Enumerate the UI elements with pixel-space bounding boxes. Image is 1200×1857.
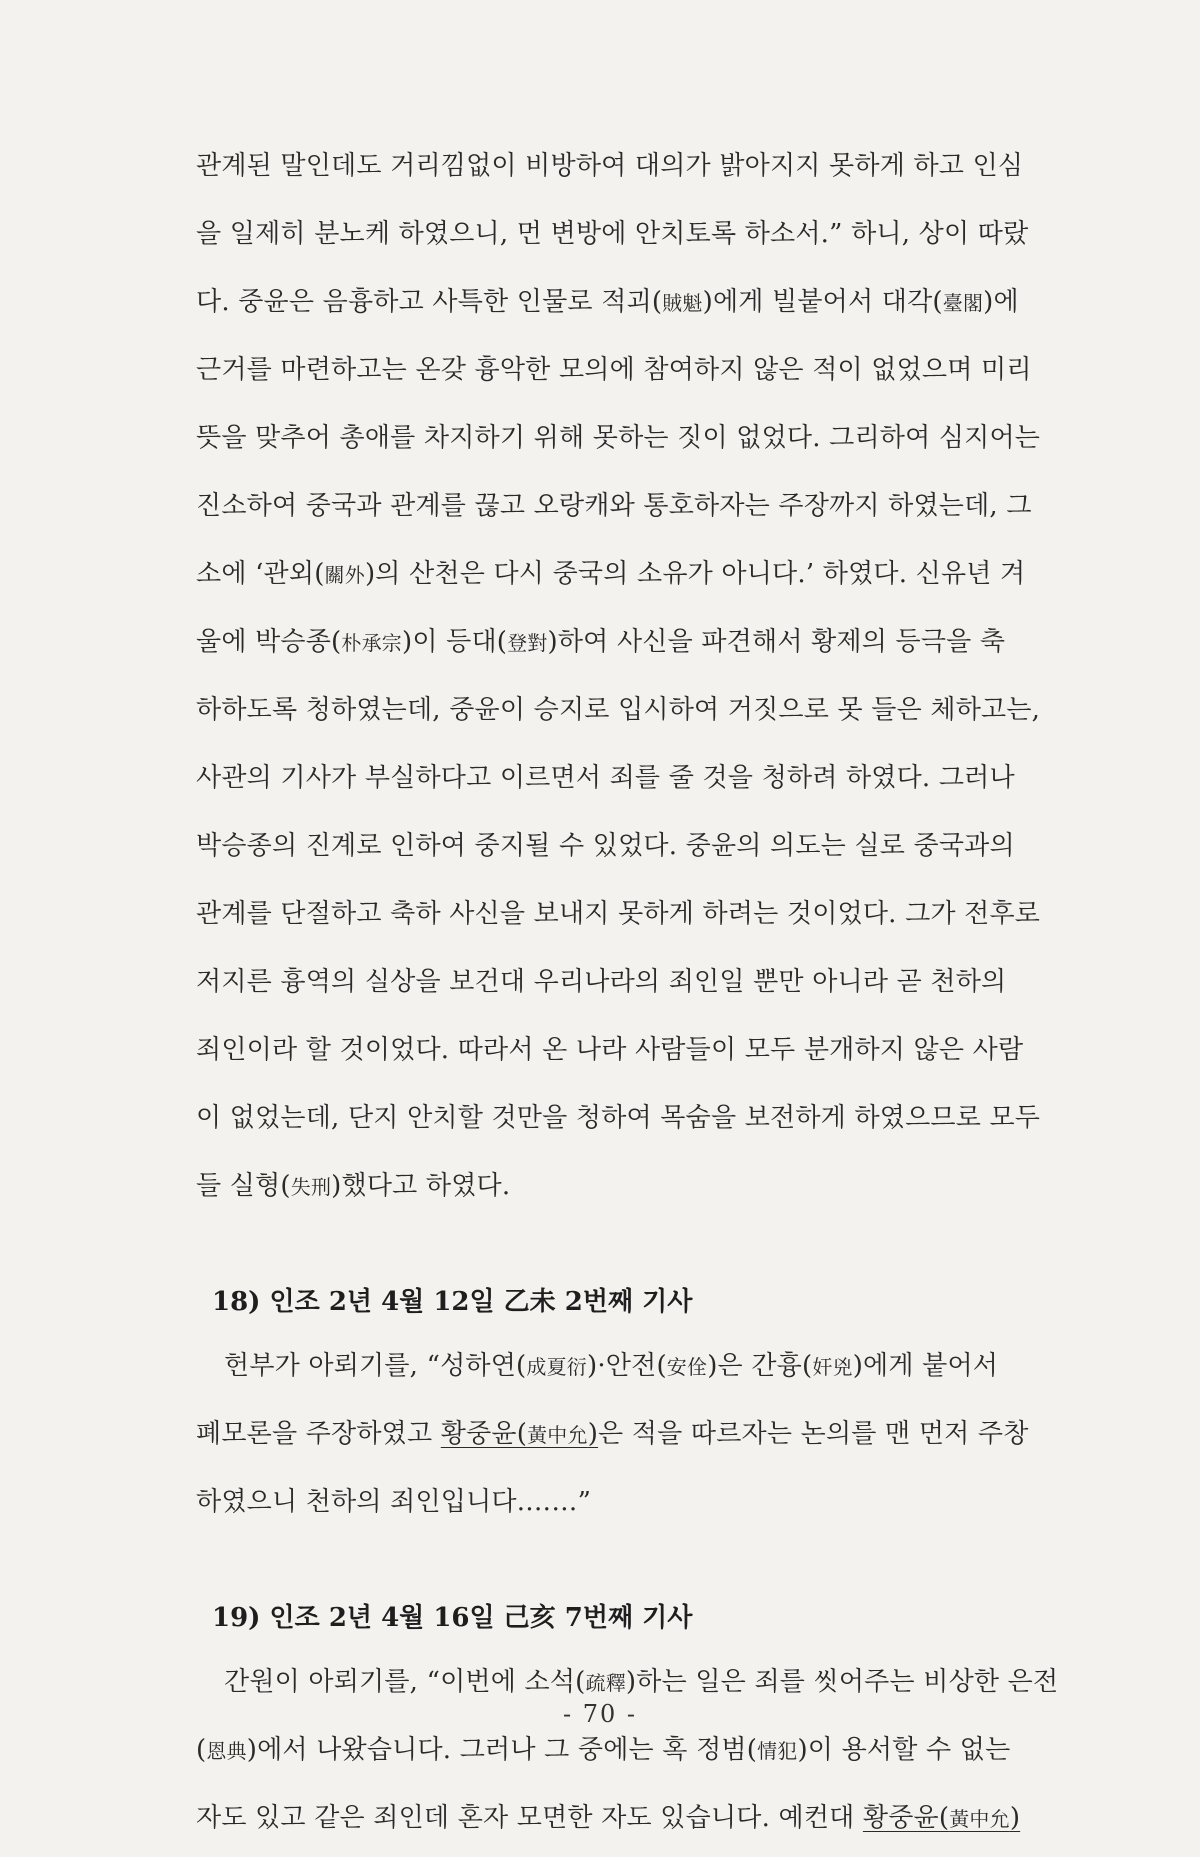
text-line [196,808,1015,884]
text-segment: 근거를 마련하고는 온갖 흉악한 모의에 참여하지 않은 적이 없었으며 미리 [196,355,1032,385]
hanja-segment: 朴承宗 [341,631,402,655]
text-segment: 들 실형( [196,1171,291,1201]
text-line [196,196,1029,272]
hanja-segment: 成夏衍 [526,1355,587,1379]
text-line [224,1328,999,1404]
text-segment: )은 간흉( [707,1351,813,1381]
hanja-underlined-segment: 黃中允 [949,1807,1010,1831]
text-segment: 사관의 기사가 부실하다고 이르면서 죄를 줄 것을 청하려 하였다. 그러나 [196,763,1015,793]
text-segment: 죄인이라 할 것이었다. 따라서 온 나라 사람들이 모두 분개하지 않은 사람 [196,1035,1024,1065]
text-segment: 박승종의 진계로 인하여 중지될 수 있었다. 중윤의 의도는 실로 중국과의 [196,831,1015,861]
text-line [196,1080,1041,1156]
hanja-segment: 疏釋 [585,1671,626,1695]
hanja-segment: 關外 [324,563,365,587]
text-segment: )의 산천은 다시 중국의 소유가 아니다.’ 하였다. 신유년 겨 [364,559,1026,589]
text-line [196,604,1006,680]
text-segment: 폐모론을 주장하였고 [196,1419,441,1449]
text-line [196,536,1026,612]
text-segment: 이 없었는데, 단지 안치할 것만을 청하여 목숨을 보전하게 하였으므로 모두 [196,1103,1041,1133]
hanja-segment: 恩典 [206,1739,247,1763]
text-segment: )이 등대( [402,627,508,657]
text-segment: )했다고 하였다. [331,1171,511,1201]
section-heading-18: 18) 인조 2년 4월 12일 乙未 2번째 기사 [212,1287,693,1317]
text-segment: 뜻을 맞추어 총애를 차지하기 위해 못하는 짓이 없었다. 그리하여 심지어는 [196,423,1041,453]
text-segment: 다. 중윤은 음흉하고 사특한 인물로 적괴( [196,287,663,317]
text-line [196,332,1032,408]
text-line [196,1780,1021,1856]
text-segment: 소에 ‘관외( [196,559,325,589]
text-segment: 하하도록 청하였는데, 중윤이 승지로 입시하여 거짓으로 못 들은 체하고는, [196,695,1041,725]
text-segment: )하여 사신을 파견해서 황제의 등극을 축 [547,627,1006,657]
text-segment: 관계를 단절하고 축하 사신을 보내지 못하게 하려는 것이었다. 그가 전후로 [196,899,1041,929]
section-heading-19: 19) 인조 2년 4월 16일 己亥 7번째 기사 [212,1603,693,1633]
text-line [196,944,1007,1020]
text-segment: )에게 붙어서 [852,1351,999,1381]
text-segment: 헌부가 아뢰기를, “성하연( [224,1351,527,1381]
page-number: - 70 - [562,1700,637,1728]
text-segment: )·안전( [587,1351,667,1381]
text-line [196,1148,996,1224]
text-segment: )이 용서할 수 없는 [797,1735,1011,1765]
text-segment: )에 [983,287,1019,317]
text-segment: 저지른 흉역의 실상을 보건대 우리나라의 죄인일 뿐만 아니라 곧 천하의 [196,967,1007,997]
text-line [196,1396,1029,1472]
underlined-segment: ) [587,1419,599,1449]
text-line [196,672,1041,748]
hanja-segment: 失刑 [290,1175,332,1199]
text-segment: )에게 빌붙어서 대각( [702,287,943,317]
hanja-segment: 登對 [507,631,548,655]
text-line [196,128,1024,204]
underlined-segment: 황중윤( [862,1803,950,1833]
underlined-segment: ) [1009,1803,1021,1833]
text-line [196,400,1041,476]
text-segment: 간원이 아뢰기를, “이번에 소석( [224,1667,586,1697]
text-segment: ( [196,1735,207,1765]
text-segment: 을 일제히 분노케 하였으니, 먼 변방에 안치토록 하소서.” 하니, 상이 따랐 [196,219,1029,249]
text-line [196,1464,996,1540]
text-segment: 울에 박승종( [196,627,342,657]
text-line [196,1012,1024,1088]
hanja-segment: 賊魁 [662,291,703,315]
hanja-segment: 安佺 [666,1355,708,1379]
text-segment: 자도 있고 같은 죄인데 혼자 모면한 자도 있습니다. 예컨대 [196,1803,863,1833]
text-line [196,740,1015,816]
text-segment: 은 적을 따르자는 논의를 맨 먼저 주창 [598,1419,1029,1449]
text-segment: )하는 일은 죄를 씻어주는 비상한 은전 [625,1667,1059,1697]
text-segment: )에서 나왔습니다. 그러나 그 중에는 혹 정범( [246,1735,758,1765]
text-segment: 하였으니 천하의 죄인입니다.……” [196,1487,592,1517]
text-line [196,264,1019,340]
text-segment: 관계된 말인데도 거리낌없이 비방하여 대의가 밝아지지 못하게 하고 인심 [196,151,1024,181]
text-line [196,468,1032,544]
hanja-segment: 奸兇 [812,1355,853,1379]
text-line [196,876,1041,952]
hanja-segment: 情犯 [757,1739,798,1763]
text-segment: 진소하여 중국과 관계를 끊고 오랑캐와 통호하자는 주장까지 하였는데, 그 [196,491,1032,521]
hanja-underlined-segment: 黃中允 [527,1423,588,1447]
underlined-segment: 황중윤( [440,1419,528,1449]
hanja-segment: 臺閣 [942,291,984,315]
